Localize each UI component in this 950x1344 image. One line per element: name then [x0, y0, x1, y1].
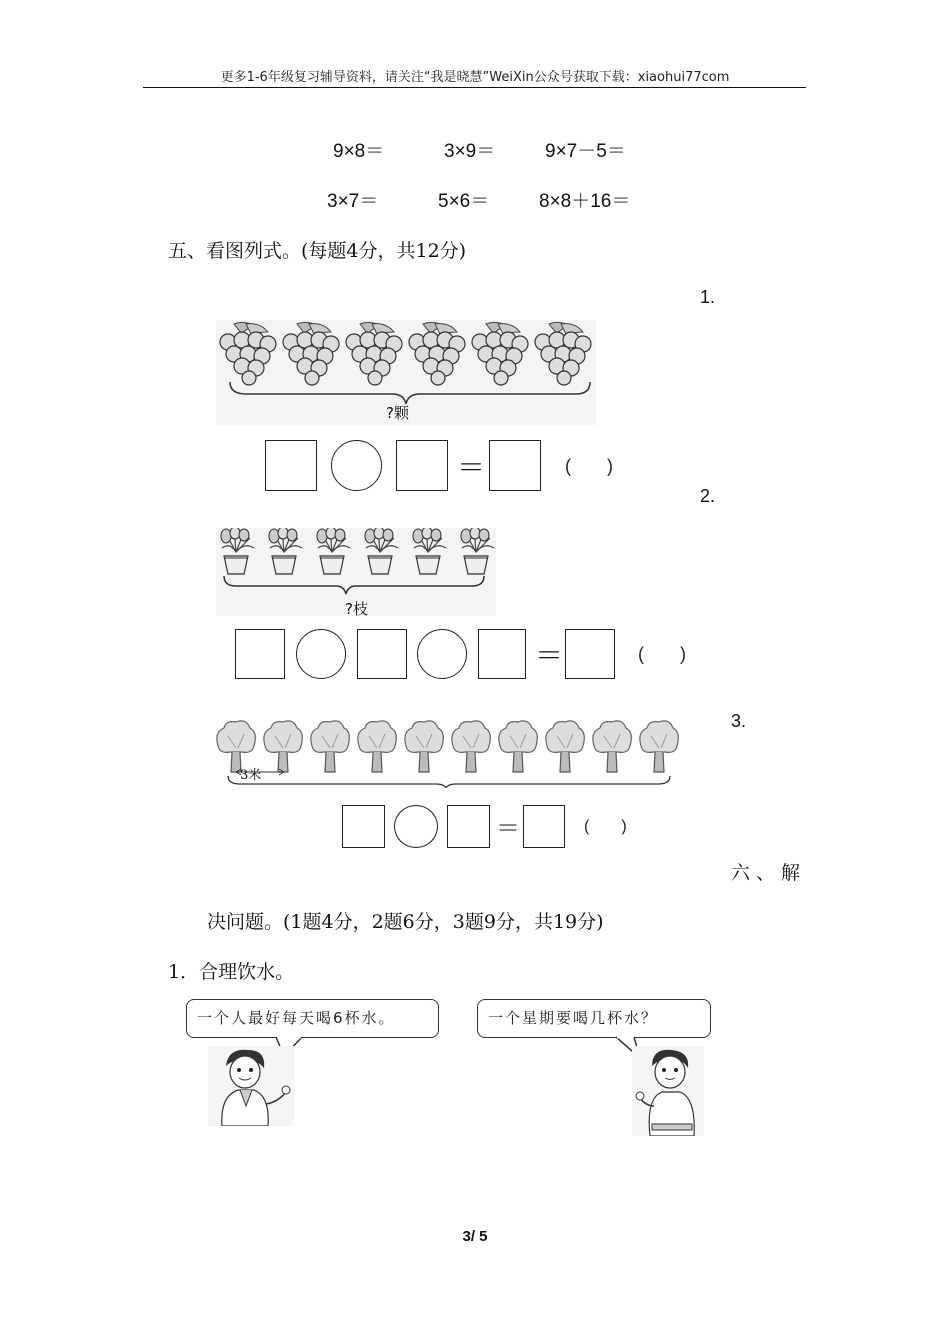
section-title-continued: 决问题。(1题4分，2题6分，3题9分，共19分) — [207, 911, 604, 933]
bubble-text: 一个星期要喝几杯水？ — [488, 1009, 659, 1027]
page-header: 更多1-6年级复习辅导资料，请关注“我是晓慧”WeiXin公众号获取下载：xiaohui77com — [220, 70, 730, 85]
operator-circle[interactable] — [296, 629, 346, 679]
unit-parentheses: ( ) — [565, 456, 613, 476]
section-title: 六、解 — [731, 862, 807, 884]
answer-box[interactable] — [565, 629, 615, 679]
answer-box[interactable] — [447, 805, 490, 848]
equation: 9×7－5＝ — [545, 141, 626, 162]
question-number: 2. — [700, 486, 716, 506]
boy-illustration-right — [632, 1046, 704, 1136]
answer-box[interactable] — [489, 440, 541, 491]
equation: 3×7＝ — [327, 191, 379, 212]
boy-illustration-left — [208, 1046, 294, 1126]
tree-illustration — [210, 718, 680, 788]
answer-box[interactable] — [478, 629, 526, 679]
equation: 5×6＝ — [438, 191, 490, 212]
answer-box[interactable] — [357, 629, 407, 679]
page-number: 3/ 5 — [462, 1228, 488, 1245]
brace-label: ?颗 — [386, 404, 409, 422]
unit-parentheses: ( ) — [584, 818, 627, 835]
answer-box[interactable] — [523, 805, 565, 848]
equation: 8×8＋16＝ — [539, 191, 631, 212]
equation: 9×8＝ — [333, 141, 385, 162]
brace-label: ?枝 — [345, 600, 368, 618]
answer-box[interactable] — [235, 629, 285, 679]
question-number: 1. — [700, 287, 716, 307]
speech-bubble — [477, 999, 711, 1038]
answer-box[interactable] — [265, 440, 317, 491]
bubble-text: 一个人最好每天喝6杯水。 — [197, 1009, 396, 1027]
speech-bubble — [186, 999, 439, 1038]
equation: 3×9＝ — [444, 141, 496, 162]
header-divider — [143, 87, 806, 88]
answer-box[interactable] — [396, 440, 448, 491]
measure-label: 3米 — [240, 768, 262, 783]
question-number: 3. — [731, 711, 747, 731]
operator-circle[interactable] — [331, 440, 382, 491]
answer-box[interactable] — [342, 805, 385, 848]
tree-figure — [210, 718, 680, 788]
operator-circle[interactable] — [417, 629, 467, 679]
problem-title: 1．合理饮水。 — [168, 961, 295, 983]
equals-sign: ＝ — [457, 452, 486, 483]
equals-sign: ＝ — [535, 640, 564, 671]
unit-parentheses: ( ) — [638, 644, 686, 664]
equals-sign: ＝ — [496, 815, 520, 842]
section-title: 五、看图列式。(每题4分，共12分) — [168, 240, 467, 262]
operator-circle[interactable] — [394, 805, 438, 848]
